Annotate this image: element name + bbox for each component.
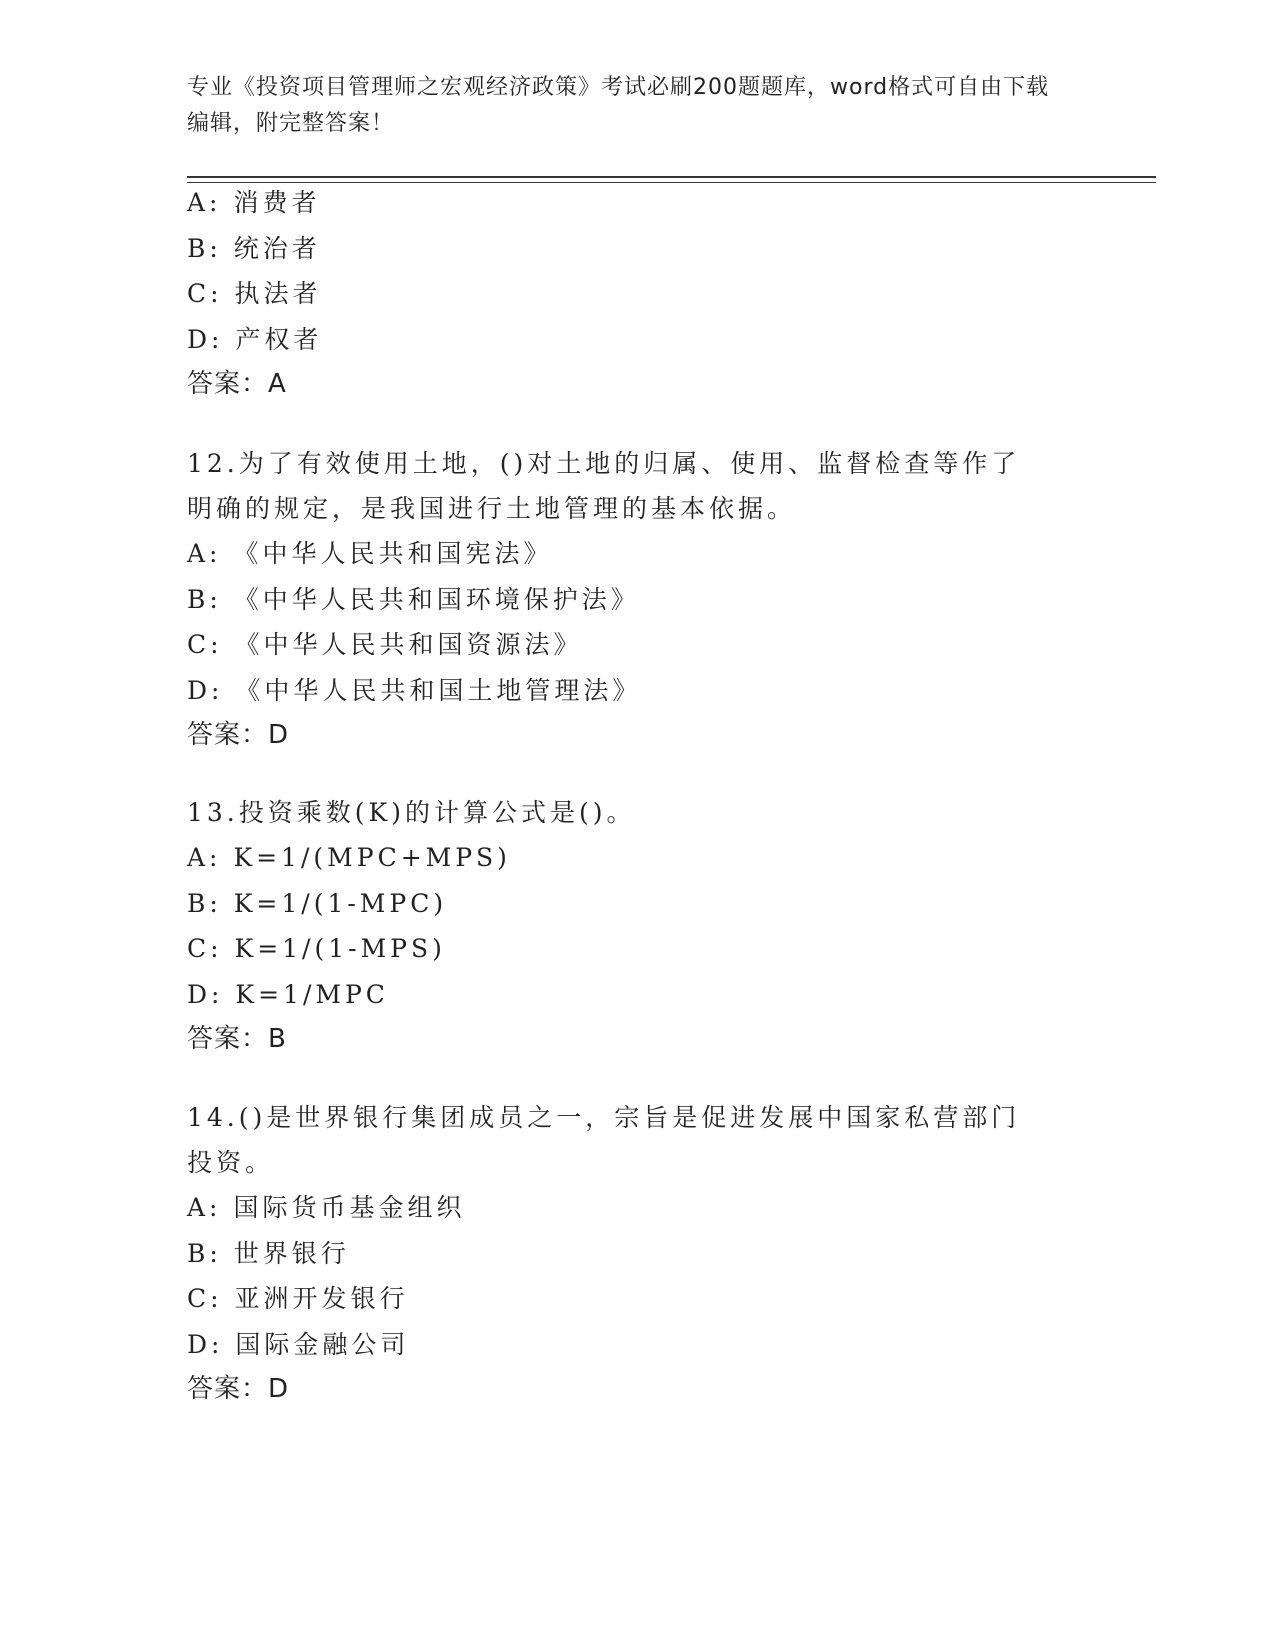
option-a: [187, 531, 1087, 577]
option-label: C:: [187, 934, 223, 963]
document-header: 专业《投资项目管理师之宏观经济政策》考试必刷200题题库，word格式可自由下载编辑，附完整答案！: [187, 75, 1050, 136]
option-label: B:: [187, 888, 222, 918]
option-a: [187, 1185, 1087, 1231]
question-block-11: [187, 180, 1087, 407]
option-text: K=1/MPC: [235, 979, 389, 1009]
answer-line: [187, 713, 1087, 758]
option-text: 《中华人民共和国资源法》: [234, 630, 583, 659]
option-text: 《中华人民共和国土地管理法》: [235, 675, 642, 705]
option-label: A:: [187, 539, 222, 568]
answer-line: [187, 1367, 1087, 1412]
answer-line: [187, 362, 1087, 407]
answer-label: 答案：: [187, 1374, 269, 1404]
option-label: C:: [187, 630, 223, 659]
option-d: [187, 1322, 1087, 1368]
question-block-13: [187, 790, 1087, 1062]
option-text: 消费者: [233, 188, 321, 217]
option-label: D:: [187, 675, 224, 705]
option-label: D:: [187, 1329, 224, 1359]
option-d: [187, 972, 1087, 1018]
answer-value: B: [268, 1024, 287, 1054]
option-label: B:: [187, 233, 222, 263]
option-c: [187, 271, 1087, 317]
option-text: 产权者: [235, 324, 323, 354]
question-stem: 12.为了有效使用土地，()对土地的归属、使用、监督检查等作了明确的规定，是我国进行土地管理的基本依据。: [187, 449, 1021, 523]
option-label: A:: [187, 843, 222, 872]
question-stem: 13.投资乘数(K)的计算公式是()。: [187, 798, 636, 827]
option-c: [187, 1276, 1087, 1322]
option-text: 国际货币基金组织: [233, 1193, 466, 1222]
option-label: B:: [187, 584, 222, 614]
option-text: K=1/(1-MPS): [234, 934, 446, 963]
option-label: C:: [187, 1284, 223, 1313]
option-label: B:: [187, 1238, 222, 1268]
option-label: A:: [187, 1193, 222, 1222]
option-text: 国际金融公司: [235, 1329, 410, 1359]
option-c: [187, 926, 1087, 972]
option-c: [187, 622, 1087, 668]
option-text: 亚洲开发银行: [234, 1284, 409, 1313]
option-label: D:: [187, 979, 224, 1009]
option-text: K=1/(MPC+MPS): [233, 843, 511, 872]
answer-label: 答案：: [187, 720, 269, 750]
answer-value: D: [268, 720, 290, 750]
question-block-14: [187, 1095, 1087, 1412]
question-stem: 14.()是世界银行集团成员之一，宗旨是促进发展中国家私营部门投资。: [187, 1103, 1021, 1177]
answer-label: 答案：: [187, 1024, 269, 1054]
option-a: [187, 180, 1087, 226]
answer-value: A: [268, 369, 287, 399]
question-block-12: [187, 441, 1087, 758]
option-text: K=1/(1-MPC): [233, 888, 448, 918]
option-d: [187, 668, 1087, 714]
option-text: 统治者: [233, 233, 321, 263]
answer-label: 答案：: [187, 369, 269, 399]
option-d: [187, 317, 1087, 363]
header-divider-thick: [187, 176, 1156, 178]
option-b: [187, 1231, 1087, 1277]
option-label: A:: [187, 188, 222, 217]
option-b: [187, 577, 1087, 623]
option-b: [187, 226, 1087, 272]
option-b: [187, 881, 1087, 927]
option-text: 世界银行: [233, 1238, 350, 1268]
option-label: C:: [187, 279, 223, 308]
answer-line: [187, 1017, 1087, 1062]
option-text: 《中华人民共和国宪法》: [233, 539, 553, 568]
option-label: D:: [187, 324, 224, 354]
answer-value: D: [268, 1374, 290, 1404]
option-a: [187, 835, 1087, 881]
option-text: 《中华人民共和国环境保护法》: [233, 584, 640, 614]
option-text: 执法者: [234, 279, 322, 308]
